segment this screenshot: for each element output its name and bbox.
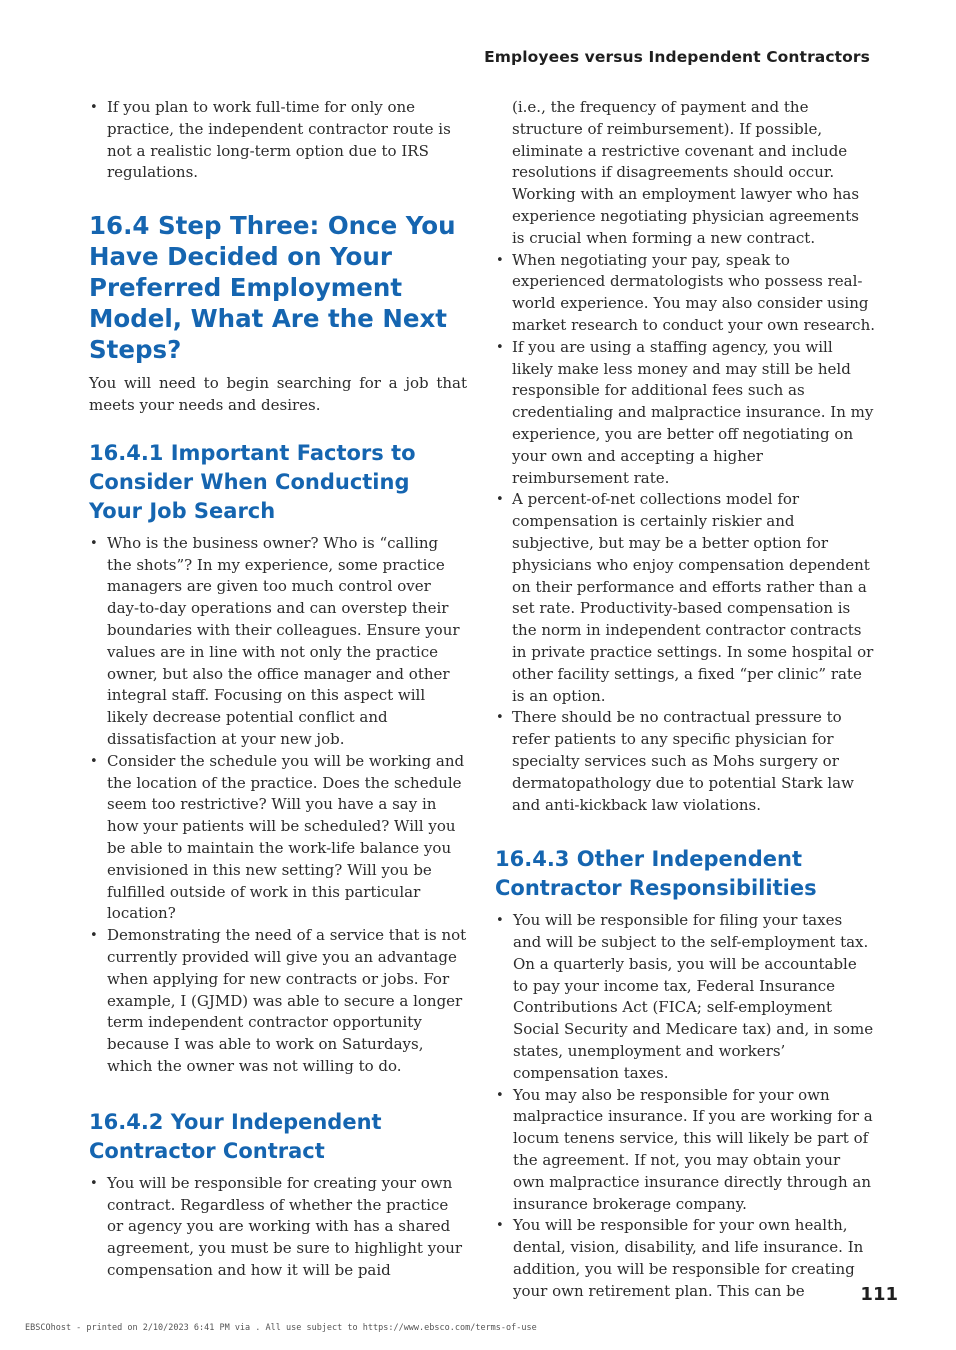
list-item: • You will be responsible for creating your own contract. Regardless of whether the practice or agency you are working with has a shared agreement, you must be sure to highlight your compensation and how it will be paid bbox=[89, 1173, 467, 1282]
section-heading-16-4-2: 16.4.2 Your Independent Contractor Contract bbox=[89, 1109, 382, 1163]
responsibilities-bullet-list bbox=[495, 910, 875, 1302]
list-item: • Demonstrating the need of a service that is not currently provided will give you an advantage when applying for new contracts or jobs. For example, I (GJMD) was able to secure a longer term independent contractor opportunity because I was able to work on Saturdays, which the owner was not willing to do. bbox=[89, 925, 467, 1078]
left-column bbox=[89, 97, 467, 1282]
list-item: • You will be responsible for your own health, dental, vision, disability, and life insurance. In addition, you will be responsible for creating your own retirement plan. This can be bbox=[495, 1215, 875, 1302]
footer-note: EBSCOhost - printed on 2/10/2023 6:41 PM via . All use subject to https://www.ebsco.com/terms-of-use bbox=[25, 1323, 537, 1333]
page-number: 111 bbox=[860, 1284, 898, 1305]
list-item: • If you plan to work full-time for only one practice, the independent contractor route is not a realistic long-term option due to IRS regulations. bbox=[89, 97, 467, 184]
list-item-continuation: (i.e., the frequency of payment and the structure of reimbursement). If possible, eliminate a restrictive covenant and include resolutions if disagreements should occur. Working with an employment lawyer who has experience negotiating physician agreements is crucial when forming a new contract. bbox=[512, 98, 860, 247]
section-heading-16-4: 16.4 Step Three: Once You Have Decided on Your Preferred Employment Model, What Are the Next Steps? bbox=[89, 211, 456, 365]
list-item: • Who is the business owner? Who is “calling the shots”? In my experience, some practice managers are given too much control over day-to-day operations and can overstep their boundaries with their colleagues. Ensure your values are in line with not only the practice owner, but also the office manager and other integral staff. Focusing on this aspect will likely decrease potential conflict and dissatisfaction at your new job. bbox=[89, 533, 467, 751]
right-column bbox=[495, 97, 875, 1303]
list-item: • When negotiating your pay, speak to experienced dermatologists who possess real-world experience. You may also consider using market research to conduct your own research. bbox=[495, 250, 875, 337]
list-item: • You may also be responsible for your own malpractice insurance. If you are working for a locum tenens service, this will likely be part of the agreement. If not, you may obtain your own malpractice insurance directly through an insurance brokerage company. bbox=[495, 1085, 875, 1216]
contract-bullet-list-continued bbox=[495, 97, 875, 816]
factors-bullet-list bbox=[89, 533, 467, 1078]
running-head: Employees versus Independent Contractors bbox=[484, 48, 870, 66]
contract-bullet-list bbox=[89, 1173, 467, 1282]
list-item: • Consider the schedule you will be working and the location of the practice. Does the schedule seem too restrictive? Will you have a say in how your patients will be scheduled? Will you be able to maintain the work-life balance you envisioned in this new setting? Will you be fulfilled outside of work in this particular location? bbox=[89, 751, 467, 925]
section-heading-16-4-1: 16.4.1 Important Factors to Consider When Conducting Your Job Search bbox=[89, 440, 416, 523]
section-heading-16-4-3: 16.4.3 Other Independent Contractor Responsibilities bbox=[495, 847, 817, 901]
list-item: • There should be no contractual pressure to refer patients to any specific physician for specialty services such as Mohs surgery or dermatopathology due to potential Stark law and anti-kickback law violations. bbox=[495, 707, 875, 816]
list-item: • If you are using a staffing agency, you will likely make less money and may still be held responsible for additional fees such as credentialing and malpractice insurance. In my experience, you are better off negotiating on your own and accepting a higher reimbursement rate. bbox=[495, 337, 875, 490]
section-16-4-paragraph: You will need to begin searching for a job that meets your needs and desires. bbox=[89, 374, 467, 414]
intro-bullet-list bbox=[89, 97, 467, 184]
list-item: • You will be responsible for filing your taxes and will be subject to the self-employment tax. On a quarterly basis, you will be accountable to pay your income tax, Federal Insurance Contributions Act (FICA; self-employment Social Security and Medicare tax) and, in some states, unemployment and workers’ compensation taxes. bbox=[495, 910, 875, 1084]
list-item: • A percent-of-net collections model for compensation is certainly riskier and subjective, but may be a better option for physicians who enjoy compensation dependent on their performance and efforts rather than a set rate. Productivity-based compensation is the norm in independent contractor contracts in private practice settings. In some hospital or other facility settings, a fixed “per clinic” rate is an option. bbox=[495, 489, 875, 707]
